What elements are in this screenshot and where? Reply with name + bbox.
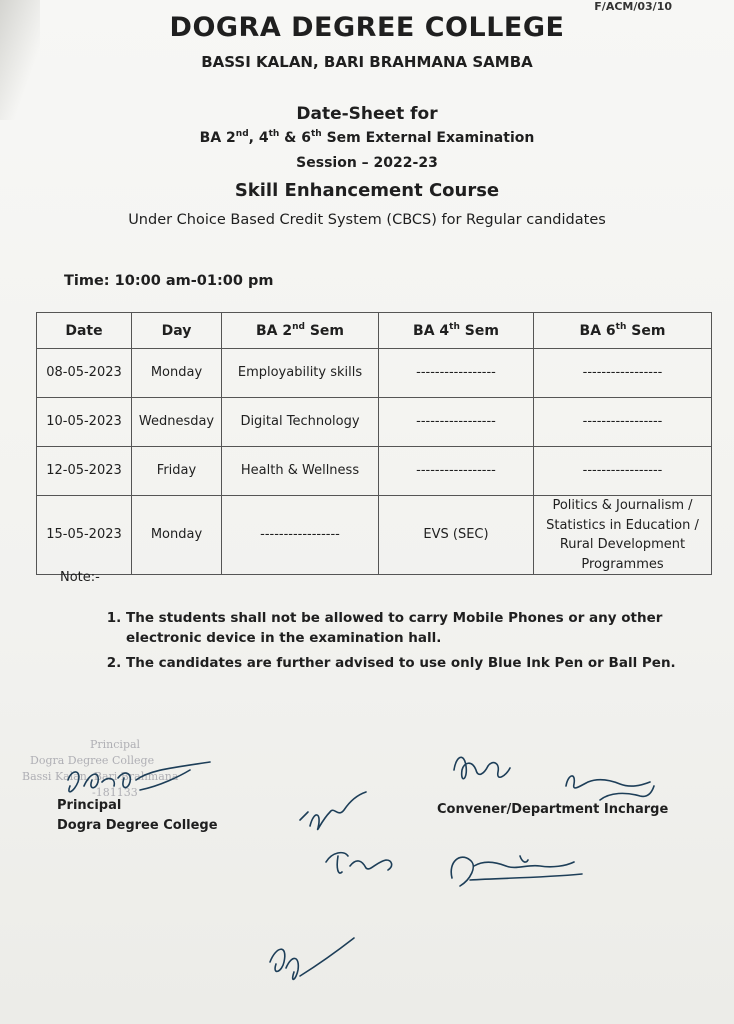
cell-sem2: ----------------- [222, 496, 379, 575]
header-date: Date [37, 313, 132, 349]
cell-day: Friday [132, 447, 222, 496]
cell-day: Monday [132, 349, 222, 398]
note-item: 1. The students shall not be allowed to carry Mobile Phones or any other electronic device in the examination hall. [126, 608, 726, 648]
notes-list [86, 608, 726, 678]
cell-sem6: ----------------- [534, 398, 712, 447]
datesheet-heading: Date-Sheet for [296, 104, 438, 124]
cell-day: Monday [132, 496, 222, 575]
college-name: DOGRA DEGREE COLLEGE [169, 12, 565, 43]
cell-sem6: ----------------- [534, 349, 712, 398]
header-sem2: BA 2nd Sem [222, 313, 379, 349]
cell-sem4: ----------------- [379, 447, 534, 496]
cbcs-subtitle: Under Choice Based Credit System (CBCS) for Regular candidates [128, 212, 606, 228]
cell-sem2: Digital Technology [222, 398, 379, 447]
session: Session – 2022-23 [296, 155, 438, 171]
table-row [37, 398, 712, 447]
table-header-row [37, 313, 712, 349]
cell-date: 08-05-2023 [37, 349, 132, 398]
principal-title: Principal [57, 798, 122, 813]
sem6-line: Programmes [581, 556, 664, 572]
college-address: BASSI KALAN, BARI BRAHMANA SAMBA [201, 53, 533, 71]
sem6-line: Rural Development [559, 537, 686, 552]
sem6-line: Politics & Journalism / [552, 498, 693, 513]
cell-date: 15-05-2023 [37, 496, 132, 575]
cell-sem2: Health & Wellness [222, 447, 379, 496]
header-sem6: BA 6th Sem [534, 313, 712, 349]
exam-title: BA 2nd, 4th & 6th Sem External Examination [199, 129, 535, 146]
cell-sem6 [534, 496, 712, 575]
note-label: Note:- [60, 570, 100, 585]
sem6-line: Statistics in Education / [546, 517, 699, 533]
table-row [37, 447, 712, 496]
principal-signatory [57, 796, 218, 836]
exam-time: Time: 10:00 am-01:00 pm [64, 273, 274, 289]
principal-college: Dogra Degree College [57, 818, 218, 833]
datesheet-table [36, 312, 712, 575]
cell-sem4: ----------------- [379, 349, 534, 398]
note-item: 2. The candidates are further advised to use only Blue Ink Pen or Ball Pen. [126, 653, 726, 673]
convener-signatory: Convener/Department Incharge [437, 802, 669, 817]
cell-sem6: ----------------- [534, 447, 712, 496]
form-code: F/ACM/03/10 [594, 0, 672, 13]
principal-stamp: Principal Dogra Degree College Bassi Kalan, Bari Brahmana -181133 [22, 738, 179, 799]
cell-date: 12-05-2023 [37, 447, 132, 496]
header-day: Day [132, 313, 222, 349]
cell-sem4: EVS (SEC) [379, 496, 534, 575]
course-title: Skill Enhancement Course [234, 180, 500, 201]
table-row [37, 496, 712, 575]
header-sem4: BA 4th Sem [379, 313, 534, 349]
cell-sem4: ----------------- [379, 398, 534, 447]
cell-date: 10-05-2023 [37, 398, 132, 447]
cell-day: Wednesday [132, 398, 222, 447]
table-row [37, 349, 712, 398]
cell-sem2: Employability skills [222, 349, 379, 398]
